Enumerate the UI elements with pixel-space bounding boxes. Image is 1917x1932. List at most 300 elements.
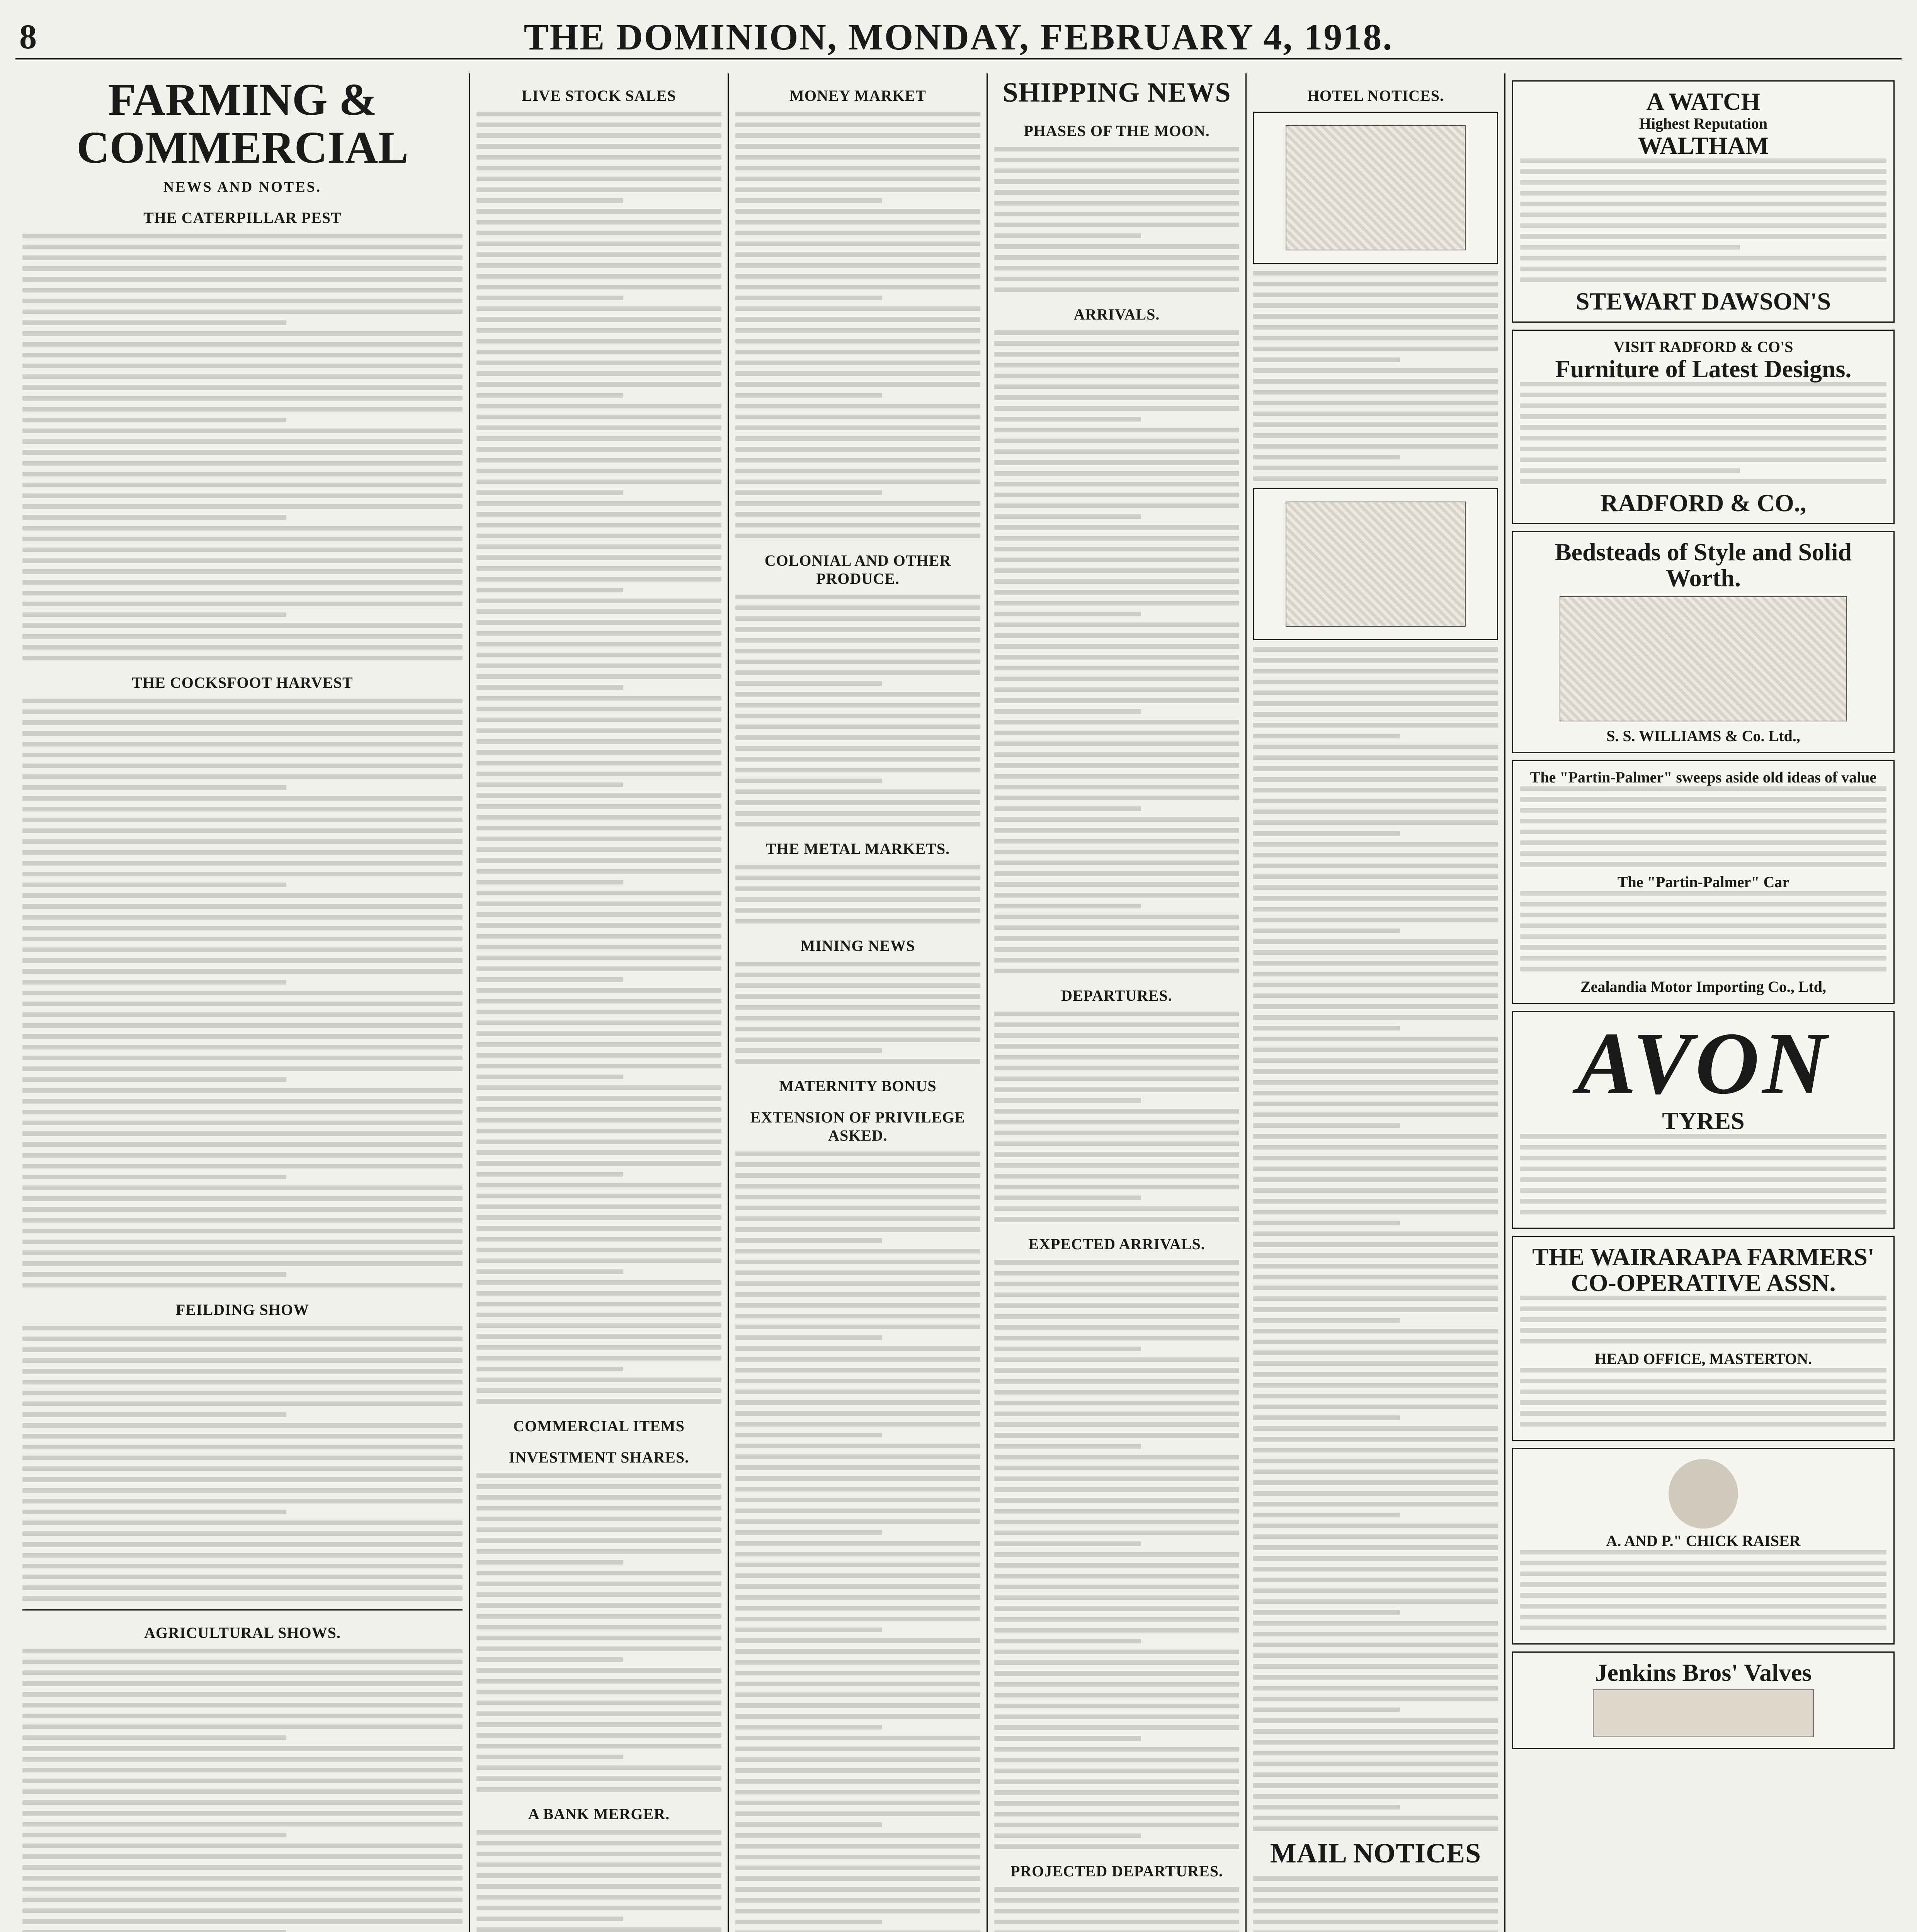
text-line-placeholder <box>22 1898 463 1902</box>
text-line-placeholder <box>476 425 721 430</box>
text-line-placeholder <box>22 580 463 585</box>
text-line-placeholder <box>735 1422 980 1427</box>
ad-body <box>1520 1550 1886 1630</box>
text-line-placeholder <box>476 750 721 755</box>
text-line-placeholder <box>735 112 980 116</box>
text-line-placeholder <box>994 547 1239 551</box>
text-line-placeholder <box>1253 1156 1498 1160</box>
text-line-placeholder <box>1520 414 1886 419</box>
text-line-placeholder <box>994 828 1239 833</box>
text-line-placeholder <box>994 341 1239 346</box>
text-line-placeholder <box>1253 379 1498 384</box>
text-line-placeholder <box>1253 282 1498 286</box>
text-line-placeholder <box>476 1367 623 1371</box>
text-line-placeholder <box>735 1714 980 1719</box>
text-line-placeholder <box>1253 1437 1498 1442</box>
text-line-placeholder <box>476 1830 721 1835</box>
text-line-placeholder <box>22 1575 463 1579</box>
text-line-placeholder <box>1253 293 1498 297</box>
text-line-placeholder <box>22 1477 463 1482</box>
text-line-placeholder <box>22 742 463 747</box>
text-line-placeholder <box>735 746 980 751</box>
text-line-placeholder <box>735 404 980 408</box>
text-line-placeholder <box>735 1606 980 1611</box>
text-line-placeholder <box>1253 1231 1498 1236</box>
text-line-placeholder <box>994 255 1239 260</box>
text-line-placeholder <box>994 277 1239 281</box>
text-line-placeholder <box>476 912 721 917</box>
text-line-placeholder <box>735 1400 980 1405</box>
text-line-placeholder <box>22 266 463 271</box>
text-line-placeholder <box>22 1445 463 1449</box>
article-body <box>994 330 1239 973</box>
text-line-placeholder <box>476 1237 721 1242</box>
text-line-placeholder <box>476 415 721 419</box>
text-line-placeholder <box>735 361 980 365</box>
text-line-placeholder <box>22 1002 463 1006</box>
text-line-placeholder <box>994 601 1239 605</box>
text-line-placeholder <box>735 1487 980 1492</box>
text-line-placeholder <box>22 839 463 844</box>
text-line-placeholder <box>476 242 721 246</box>
text-line-placeholder <box>735 1368 980 1372</box>
text-line-placeholder <box>22 926 463 930</box>
text-line-placeholder <box>994 1368 1239 1373</box>
text-line-placeholder <box>735 242 980 246</box>
text-line-placeholder <box>476 923 721 928</box>
text-line-placeholder <box>476 166 721 170</box>
text-line-placeholder <box>22 969 463 974</box>
text-line-placeholder <box>22 1401 463 1406</box>
text-line-placeholder <box>476 1571 721 1575</box>
text-line-placeholder <box>1253 723 1498 728</box>
text-line-placeholder <box>476 1064 721 1068</box>
text-line-placeholder <box>735 1660 980 1665</box>
text-line-placeholder <box>994 1769 1239 1773</box>
text-line-placeholder <box>1253 1697 1498 1701</box>
text-line-placeholder <box>476 501 721 506</box>
text-line-placeholder <box>735 1779 980 1784</box>
text-line-placeholder <box>735 1227 980 1232</box>
article-heading: INVESTMENT SHARES. <box>509 1449 689 1466</box>
text-line-placeholder <box>476 793 721 798</box>
text-line-placeholder <box>994 850 1239 854</box>
text-line-placeholder <box>22 1854 463 1859</box>
text-line-placeholder <box>735 1465 980 1470</box>
text-line-placeholder <box>994 1152 1239 1157</box>
text-line-placeholder <box>476 263 721 268</box>
text-line-placeholder <box>735 1281 980 1286</box>
text-line-placeholder <box>1520 1571 1886 1576</box>
text-line-placeholder <box>22 1542 463 1547</box>
text-line-placeholder <box>1253 929 1400 933</box>
text-line-placeholder <box>994 1790 1239 1795</box>
text-line-placeholder <box>22 1908 463 1913</box>
text-line-placeholder <box>1520 1156 1886 1160</box>
text-line-placeholder <box>1253 1578 1498 1582</box>
text-line-placeholder <box>1520 1379 1886 1383</box>
text-line-placeholder <box>22 764 463 768</box>
text-line-placeholder <box>22 245 463 249</box>
text-line-placeholder <box>735 1216 980 1221</box>
text-line-placeholder <box>22 493 463 498</box>
text-line-placeholder <box>1520 923 1886 928</box>
text-line-placeholder <box>1520 1134 1886 1139</box>
text-line-placeholder <box>735 480 980 484</box>
text-line-placeholder <box>994 406 1239 411</box>
text-line-placeholder <box>1520 158 1886 163</box>
text-line-placeholder <box>735 436 980 441</box>
hotel-notices <box>1253 271 1498 481</box>
text-line-placeholder <box>476 869 721 874</box>
text-line-placeholder <box>1253 1762 1498 1766</box>
text-line-placeholder <box>1520 180 1886 185</box>
text-line-placeholder <box>1253 896 1498 901</box>
text-line-placeholder <box>1253 983 1498 987</box>
text-line-placeholder <box>22 1347 463 1352</box>
ad-heading: A WATCH <box>1646 88 1761 115</box>
text-line-placeholder <box>735 1844 980 1849</box>
hotel-advertisement <box>1253 488 1498 640</box>
text-line-placeholder <box>1520 1615 1886 1619</box>
text-line-placeholder <box>22 299 463 303</box>
page-number: 8 <box>19 17 37 56</box>
text-line-placeholder <box>1253 1134 1498 1139</box>
text-line-placeholder <box>735 1887 980 1892</box>
text-line-placeholder <box>476 512 721 517</box>
text-line-placeholder <box>994 374 1239 378</box>
text-line-placeholder <box>994 1412 1239 1416</box>
text-line-placeholder <box>994 871 1239 876</box>
text-line-placeholder <box>994 763 1239 768</box>
text-line-placeholder <box>994 1682 1239 1687</box>
cooperative-advertisement <box>1512 1236 1895 1441</box>
text-line-placeholder <box>994 1077 1239 1081</box>
text-line-placeholder <box>735 1195 980 1199</box>
text-line-placeholder <box>735 1270 980 1275</box>
text-line-placeholder <box>1520 202 1886 206</box>
text-line-placeholder <box>994 439 1239 443</box>
text-line-placeholder <box>735 660 980 664</box>
text-line-placeholder <box>22 1434 463 1439</box>
text-line-placeholder <box>1253 1221 1400 1225</box>
text-line-placeholder <box>476 231 721 235</box>
text-line-placeholder <box>1253 1876 1498 1881</box>
text-line-placeholder <box>22 1153 463 1158</box>
text-line-placeholder <box>1253 1816 1498 1820</box>
text-line-placeholder <box>476 1668 721 1673</box>
chick-illustration <box>1669 1459 1738 1529</box>
bedsteads-advertisement <box>1512 531 1895 753</box>
text-line-placeholder <box>476 1527 721 1532</box>
text-line-placeholder <box>735 1898 980 1903</box>
text-line-placeholder <box>22 709 463 714</box>
text-line-placeholder <box>476 620 721 625</box>
ad-heading: The "Partin-Palmer" sweeps aside old ideas of value <box>1530 769 1877 786</box>
text-line-placeholder <box>476 1096 721 1101</box>
text-line-placeholder <box>476 1506 721 1510</box>
article-body <box>994 1260 1239 1849</box>
text-line-placeholder <box>1520 256 1886 260</box>
text-line-placeholder <box>1253 1718 1498 1723</box>
article-heading: EXTENSION OF PRIVILEGE ASKED. <box>750 1109 966 1144</box>
text-line-placeholder <box>476 577 721 582</box>
text-line-placeholder <box>735 458 980 463</box>
text-line-placeholder <box>476 1388 721 1393</box>
text-line-placeholder <box>735 1389 980 1394</box>
text-line-placeholder <box>1253 755 1498 760</box>
section-subhead: NEWS AND NOTES. <box>163 179 322 195</box>
text-line-placeholder <box>994 1217 1239 1222</box>
text-line-placeholder <box>476 1711 721 1716</box>
text-line-placeholder <box>1253 1567 1498 1571</box>
text-line-placeholder <box>994 731 1239 735</box>
text-line-placeholder <box>1253 745 1498 749</box>
text-line-placeholder <box>476 285 721 289</box>
text-line-placeholder <box>735 1833 980 1838</box>
text-line-placeholder <box>22 1488 463 1493</box>
text-line-placeholder <box>1520 436 1886 440</box>
text-line-placeholder <box>476 1776 721 1781</box>
text-line-placeholder <box>735 1822 882 1827</box>
text-line-placeholder <box>994 1887 1239 1892</box>
text-line-placeholder <box>735 220 980 224</box>
text-line-placeholder <box>994 839 1239 844</box>
text-line-placeholder <box>1253 1091 1498 1095</box>
text-line-placeholder <box>735 886 980 891</box>
text-line-placeholder <box>22 1887 463 1891</box>
text-line-placeholder <box>994 568 1239 573</box>
text-line-placeholder <box>1520 1177 1886 1182</box>
ad-brand: WALTHAM <box>1638 132 1769 160</box>
text-line-placeholder <box>994 1260 1239 1265</box>
article-heading: MONEY MARKET <box>789 87 926 104</box>
text-line-placeholder <box>22 1369 463 1374</box>
text-line-placeholder <box>476 436 721 441</box>
text-line-placeholder <box>1253 1296 1498 1301</box>
text-line-placeholder <box>1253 1930 1498 1932</box>
text-line-placeholder <box>1520 267 1886 271</box>
text-line-placeholder <box>1253 1534 1498 1539</box>
text-line-placeholder <box>994 233 1141 238</box>
text-line-placeholder <box>994 785 1239 789</box>
text-line-placeholder <box>1520 808 1886 813</box>
text-line-placeholder <box>1253 1632 1498 1636</box>
text-line-placeholder <box>22 1196 463 1201</box>
text-line-placeholder <box>735 1855 980 1859</box>
text-line-placeholder <box>1253 1026 1400 1031</box>
text-line-placeholder <box>22 1261 463 1266</box>
text-line-placeholder <box>22 234 463 238</box>
text-line-placeholder <box>1520 1582 1886 1587</box>
text-line-placeholder <box>1520 1199 1886 1204</box>
text-line-placeholder <box>476 112 721 116</box>
hotel-illustration <box>1286 502 1466 627</box>
text-line-placeholder <box>994 915 1239 919</box>
text-line-placeholder <box>1253 1037 1498 1041</box>
text-line-placeholder <box>476 858 721 863</box>
text-line-placeholder <box>994 536 1239 541</box>
text-line-placeholder <box>735 919 980 923</box>
text-line-placeholder <box>476 296 623 300</box>
text-line-placeholder <box>994 1844 1239 1849</box>
text-line-placeholder <box>22 1510 286 1514</box>
text-line-placeholder <box>1520 1400 1886 1405</box>
text-line-placeholder <box>476 328 721 333</box>
text-line-placeholder <box>476 1172 623 1177</box>
text-line-placeholder <box>1253 1556 1498 1561</box>
hotel-illustration <box>1286 125 1466 250</box>
text-line-placeholder <box>735 649 980 653</box>
text-line-placeholder <box>735 595 980 599</box>
text-line-placeholder <box>1253 734 1400 738</box>
text-line-placeholder <box>1520 1317 1886 1322</box>
text-line-placeholder <box>1253 1167 1498 1171</box>
text-line-placeholder <box>22 483 463 487</box>
text-line-placeholder <box>1253 820 1498 825</box>
text-line-placeholder <box>22 1412 286 1417</box>
article-heading: THE METAL MARKETS. <box>765 840 950 857</box>
text-line-placeholder <box>1520 447 1886 451</box>
text-line-placeholder <box>22 1692 463 1697</box>
text-line-placeholder <box>994 168 1239 173</box>
column-shipping <box>987 73 1246 1932</box>
text-line-placeholder <box>994 1206 1239 1211</box>
article-body <box>735 112 980 538</box>
text-line-placeholder <box>994 514 1141 519</box>
text-line-placeholder <box>476 544 721 549</box>
text-line-placeholder <box>735 908 980 913</box>
text-line-placeholder <box>1253 1524 1498 1528</box>
text-line-placeholder <box>994 904 1141 908</box>
text-line-placeholder <box>22 1725 463 1729</box>
text-line-placeholder <box>1253 1643 1498 1647</box>
text-line-placeholder <box>1253 864 1498 868</box>
text-line-placeholder <box>994 655 1239 660</box>
text-line-placeholder <box>994 709 1141 714</box>
text-line-placeholder <box>735 209 980 214</box>
text-line-placeholder <box>735 1238 882 1243</box>
text-line-placeholder <box>476 1549 721 1554</box>
text-line-placeholder <box>994 1563 1239 1568</box>
text-line-placeholder <box>735 1617 980 1621</box>
text-line-placeholder <box>22 1045 463 1049</box>
text-line-placeholder <box>476 999 721 1003</box>
text-line-placeholder <box>735 1811 980 1816</box>
text-line-placeholder <box>476 739 721 744</box>
text-line-placeholder <box>22 1077 286 1082</box>
text-line-placeholder <box>735 1930 980 1932</box>
text-line-placeholder <box>22 904 463 909</box>
text-line-placeholder <box>22 548 463 552</box>
text-line-placeholder <box>735 144 980 149</box>
article-body <box>22 699 463 1287</box>
text-line-placeholder <box>994 1920 1239 1924</box>
text-line-placeholder <box>476 1582 721 1586</box>
text-line-placeholder <box>994 493 1239 497</box>
text-line-placeholder <box>994 1314 1239 1319</box>
text-line-placeholder <box>476 696 721 701</box>
text-line-placeholder <box>735 703 980 707</box>
text-line-placeholder <box>476 555 721 560</box>
text-line-placeholder <box>994 352 1239 357</box>
text-line-placeholder <box>22 526 463 531</box>
ad-body <box>1520 786 1886 867</box>
text-line-placeholder <box>994 720 1239 724</box>
column-markets <box>728 73 987 1932</box>
text-line-placeholder <box>1253 1729 1498 1734</box>
text-line-placeholder <box>994 633 1239 638</box>
text-line-placeholder <box>476 1053 721 1058</box>
text-line-placeholder <box>994 449 1239 454</box>
text-line-placeholder <box>1520 1422 1886 1427</box>
text-line-placeholder <box>476 1031 721 1036</box>
text-line-placeholder <box>22 1456 463 1460</box>
text-line-placeholder <box>22 396 463 401</box>
text-line-placeholder <box>22 1088 463 1093</box>
ad-body <box>1520 382 1886 484</box>
text-line-placeholder <box>994 223 1239 227</box>
article-body <box>735 1151 980 1932</box>
text-line-placeholder <box>476 187 721 192</box>
ad-body <box>1520 891 1886 971</box>
text-line-placeholder <box>994 1444 1141 1449</box>
ad-subheading: The "Partin-Palmer" Car <box>1617 873 1789 891</box>
text-line-placeholder <box>476 1538 721 1543</box>
text-line-placeholder <box>994 882 1239 887</box>
text-line-placeholder <box>1253 476 1498 481</box>
text-line-placeholder <box>476 772 721 776</box>
text-line-placeholder <box>994 579 1239 584</box>
text-line-placeholder <box>1253 1112 1498 1117</box>
text-line-placeholder <box>1253 1415 1400 1420</box>
text-line-placeholder <box>22 342 463 347</box>
text-line-placeholder <box>1520 223 1886 228</box>
text-line-placeholder <box>735 1379 980 1383</box>
text-line-placeholder <box>1253 1794 1498 1799</box>
text-line-placeholder <box>994 1704 1239 1708</box>
text-line-placeholder <box>1253 1675 1498 1680</box>
text-line-placeholder <box>22 1865 463 1870</box>
text-line-placeholder <box>1253 1459 1498 1463</box>
text-line-placeholder <box>994 1930 1239 1932</box>
text-line-placeholder <box>22 1034 463 1039</box>
text-line-placeholder <box>22 1358 463 1363</box>
ad-heading: THE WAIRARAPA FARMERS' CO-OPERATIVE ASSN. <box>1532 1243 1874 1296</box>
text-line-placeholder <box>476 144 721 149</box>
text-line-placeholder <box>22 1499 463 1503</box>
text-line-placeholder <box>22 1099 463 1104</box>
text-line-placeholder <box>476 674 721 679</box>
text-line-placeholder <box>476 469 721 473</box>
text-line-placeholder <box>22 1811 463 1816</box>
text-line-placeholder <box>735 1249 980 1253</box>
text-line-placeholder <box>476 1690 721 1694</box>
text-line-placeholder <box>1253 842 1498 847</box>
article-heading: MINING NEWS <box>800 937 915 954</box>
text-line-placeholder <box>1520 468 1740 473</box>
text-line-placeholder <box>994 1455 1239 1459</box>
text-line-placeholder <box>476 609 721 614</box>
text-line-placeholder <box>1253 939 1498 944</box>
text-line-placeholder <box>22 374 463 379</box>
article-heading: AGRICULTURAL SHOWS. <box>144 1624 341 1641</box>
text-line-placeholder <box>735 670 980 675</box>
text-line-placeholder <box>22 1553 463 1558</box>
text-line-placeholder <box>1253 1286 1498 1290</box>
text-line-placeholder <box>1253 1827 1498 1831</box>
text-line-placeholder <box>735 1027 980 1031</box>
